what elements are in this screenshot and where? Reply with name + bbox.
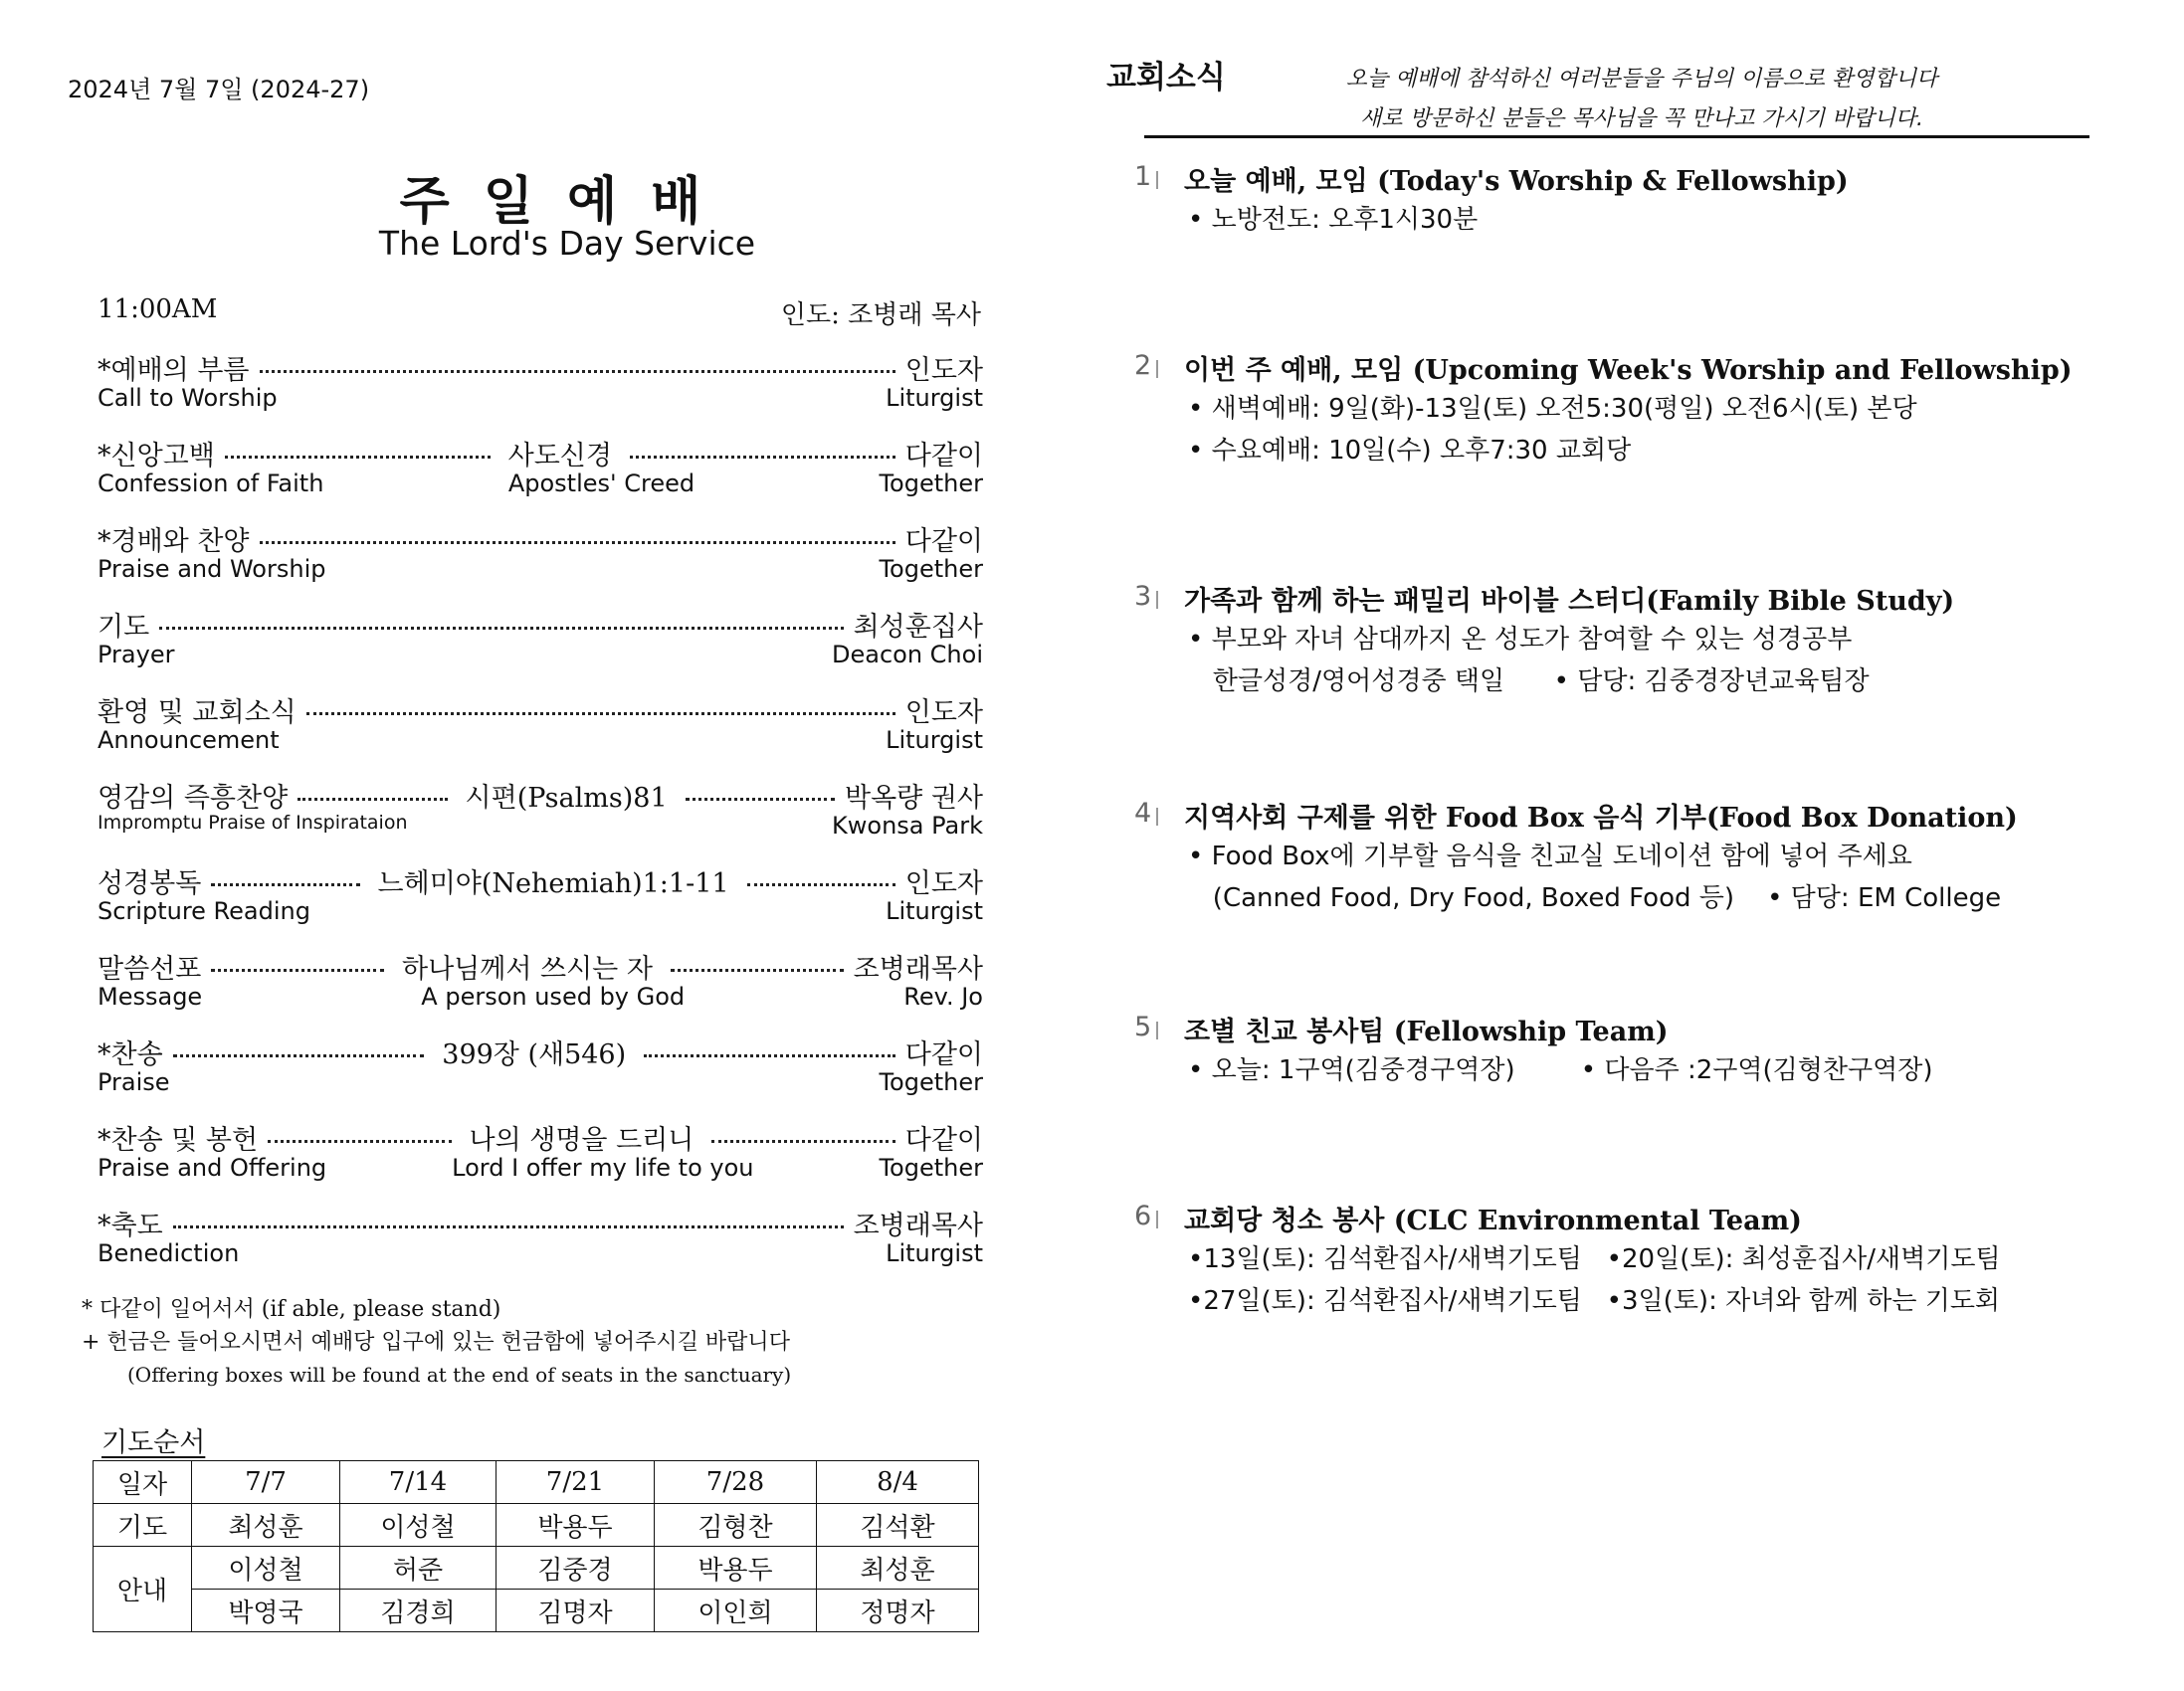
stand-note: * 다같이 일어서서 (if able, please stand) bbox=[82, 1297, 501, 1322]
worship-item-english bbox=[98, 812, 983, 842]
item-leader-english: Liturgist bbox=[886, 1239, 983, 1267]
worship-item-english bbox=[98, 1068, 983, 1098]
worship-item-english bbox=[98, 555, 983, 585]
worship-item bbox=[98, 1033, 983, 1118]
news-title: 이번 주 예배, 모임 (Upcoming Week's Worship and Fellowship) bbox=[1184, 355, 2073, 386]
news-number: 1 bbox=[1134, 161, 1152, 192]
item-name-korean: *축도 bbox=[98, 1211, 163, 1241]
news-line: • 노방전도: 오후1시30분 bbox=[1188, 205, 1479, 235]
service-leader: 인도: 조병래 목사 bbox=[780, 300, 981, 330]
item-name-english: Praise and Worship bbox=[98, 555, 326, 583]
item-name-korean: 말씀선포 bbox=[98, 954, 202, 985]
news-line: • 새벽예배: 9일(화)-13일(토) 오전5:30(평일) 오전6시(토) 본당 bbox=[1188, 394, 1917, 424]
news-title: 조별 친교 봉사팀 (Fellowship Team) bbox=[1184, 1017, 1669, 1047]
item-name-korean: *예배의 부름 bbox=[98, 355, 250, 386]
table-usher-cell: 김명자 bbox=[496, 1590, 655, 1632]
table-usher-cell: 김중경 bbox=[496, 1547, 655, 1590]
item-leader-english: Liturgist bbox=[886, 897, 983, 925]
item-detail-korean: 나의 생명을 드리니 bbox=[469, 1125, 695, 1156]
table-usher-cell: 김경희 bbox=[340, 1590, 496, 1632]
service-title-korean: 주일예배 bbox=[399, 171, 735, 232]
item-name-korean: *찬송 및 봉헌 bbox=[98, 1125, 259, 1156]
service-time: 11:00AM bbox=[98, 294, 218, 324]
worship-item bbox=[98, 690, 983, 776]
dot-leader bbox=[260, 541, 895, 544]
table-usher-cell: 최성훈 bbox=[817, 1547, 979, 1590]
worship-item-english bbox=[98, 470, 983, 499]
item-leader-korean: 최성훈집사 bbox=[853, 612, 983, 643]
item-leader-korean: 박옥량 권사 bbox=[845, 783, 984, 814]
dot-leader bbox=[173, 1225, 844, 1228]
item-name-korean: 기도 bbox=[98, 612, 150, 643]
dot-leader bbox=[671, 969, 844, 972]
dot-leader bbox=[260, 370, 895, 373]
table-usher-cell: 허준 bbox=[340, 1547, 496, 1590]
worship-item-english bbox=[98, 983, 983, 1013]
item-leader-english: Together bbox=[879, 470, 983, 497]
item-leader-english: Rev. Jo bbox=[903, 983, 983, 1011]
welcome-message bbox=[1293, 60, 1990, 139]
service-title-english: The Lord's Day Service bbox=[378, 224, 756, 263]
dot-leader bbox=[211, 969, 384, 972]
item-detail-korean: 399장 (새546) bbox=[442, 1039, 627, 1070]
item-name-english: Message bbox=[98, 983, 203, 1011]
item-name-english: Praise and Offering bbox=[98, 1154, 327, 1182]
worship-item bbox=[98, 434, 983, 519]
dot-leader bbox=[630, 456, 895, 459]
worship-item-korean bbox=[98, 690, 983, 726]
table-prayer-cell: 김석환 bbox=[817, 1504, 979, 1547]
news-line: • 오늘: 1구역(김중경구역장) • 다음주 :2구역(김형찬구역장) bbox=[1188, 1055, 1933, 1085]
news-number: 4 bbox=[1134, 798, 1152, 829]
table-date-cell: 7/21 bbox=[496, 1461, 655, 1504]
worship-item-korean bbox=[98, 1033, 983, 1068]
worship-item-korean bbox=[98, 1118, 983, 1154]
worship-item bbox=[98, 1204, 983, 1289]
news-number: 2 bbox=[1134, 350, 1152, 381]
order-of-worship bbox=[98, 348, 983, 1289]
worship-item-english bbox=[98, 1154, 983, 1184]
item-name-korean: *경배와 찬양 bbox=[98, 526, 250, 557]
item-detail-english: A person used by God bbox=[421, 983, 686, 1011]
table-usher-cell: 이성철 bbox=[192, 1547, 340, 1590]
item-leader-korean: 조병래목사 bbox=[853, 954, 983, 985]
dot-leader bbox=[173, 1054, 425, 1057]
table-date-cell: 7/7 bbox=[192, 1461, 340, 1504]
table-row bbox=[94, 1547, 979, 1590]
worship-item bbox=[98, 348, 983, 434]
item-leader-english: Deacon Choi bbox=[832, 641, 983, 668]
table-usher-cell: 정명자 bbox=[817, 1590, 979, 1632]
prayer-schedule-title: 기도순서 bbox=[101, 1427, 206, 1458]
item-name-english: Benediction bbox=[98, 1239, 240, 1267]
table-header-date: 일자 bbox=[94, 1461, 192, 1504]
table-prayer-cell: 박용두 bbox=[496, 1504, 655, 1547]
item-name-english: Call to Worship bbox=[98, 384, 278, 412]
table-date-cell: 7/14 bbox=[340, 1461, 496, 1504]
worship-item-english bbox=[98, 897, 983, 927]
news-number: 6 bbox=[1134, 1201, 1152, 1231]
item-name-korean: 성경봉독 bbox=[98, 868, 202, 899]
table-usher-cell: 박용두 bbox=[655, 1547, 817, 1590]
prayer-schedule-table bbox=[93, 1460, 979, 1632]
table-prayer-cell: 최성훈 bbox=[192, 1504, 340, 1547]
news-title: 오늘 예배, 모임 (Today's Worship & Fellowship) bbox=[1184, 166, 1849, 197]
news-title: 가족과 함께 하는 패밀리 바이블 스터디(Family Bible Study) bbox=[1184, 586, 1955, 617]
worship-item bbox=[98, 605, 983, 690]
table-row bbox=[94, 1590, 979, 1632]
worship-item-korean bbox=[98, 947, 983, 983]
worship-item-korean bbox=[98, 605, 983, 641]
table-prayer-cell: 김형찬 bbox=[655, 1504, 817, 1547]
news-line: 한글성경/영어성경중 택일 • 담당: 김중경장년교육팀장 bbox=[1188, 666, 1870, 696]
item-name-korean: *찬송 bbox=[98, 1039, 163, 1070]
news-line: (Canned Food, Dry Food, Boxed Food 등) • 담당: EM College bbox=[1188, 883, 2002, 913]
item-detail-korean: 느헤미야(Nehemiah)1:1-11 bbox=[377, 868, 729, 899]
worship-item bbox=[98, 947, 983, 1033]
worship-item-korean bbox=[98, 434, 983, 470]
item-name-english: Announcement bbox=[98, 726, 280, 754]
dot-leader bbox=[268, 1140, 451, 1143]
church-news-heading: 교회소식 bbox=[1106, 60, 1226, 95]
item-name-korean: 영감의 즉흥찬양 bbox=[98, 783, 289, 814]
item-leader-korean: 인도자 bbox=[904, 355, 983, 386]
worship-item bbox=[98, 861, 983, 947]
item-detail-korean: 사도신경 bbox=[507, 441, 612, 471]
welcome-line-2: 새로 방문하신 분들은 목사님을 꼭 만나고 가시기 바랍니다. bbox=[1360, 106, 1923, 131]
item-name-english: Prayer bbox=[98, 641, 175, 668]
item-name-english: Praise bbox=[98, 1068, 170, 1096]
item-leader-english: Together bbox=[879, 1068, 983, 1096]
table-date-cell: 7/28 bbox=[655, 1461, 817, 1504]
worship-item bbox=[98, 519, 983, 605]
item-leader-korean: 다같이 bbox=[904, 1125, 983, 1156]
news-line: •13일(토): 김석환집사/새벽기도팀 •20일(토): 최성훈집사/새벽기도팀 bbox=[1188, 1244, 2001, 1274]
table-usher-cell: 박영국 bbox=[192, 1590, 340, 1632]
worship-item-korean bbox=[98, 1204, 983, 1239]
item-leader-korean: 조병래목사 bbox=[853, 1211, 983, 1241]
worship-item-english bbox=[98, 384, 983, 414]
worship-item bbox=[98, 1118, 983, 1204]
dot-leader bbox=[159, 627, 843, 630]
worship-item-korean bbox=[98, 861, 983, 897]
worship-item-english bbox=[98, 1239, 983, 1269]
table-header-usher: 안내 bbox=[94, 1547, 192, 1632]
news-line: • 수요예배: 10일(수) 오후7:30 교회당 bbox=[1188, 436, 1632, 466]
worship-notes bbox=[82, 1293, 791, 1392]
item-detail-english: Lord I offer my life to you bbox=[452, 1154, 754, 1182]
item-leader-english: Together bbox=[879, 555, 983, 583]
news-title: 교회당 청소 봉사 (CLC Environmental Team) bbox=[1184, 1206, 1802, 1236]
item-leader-english: Liturgist bbox=[886, 384, 983, 412]
dot-leader bbox=[644, 1054, 895, 1057]
news-line: •27일(토): 김석환집사/새벽기도팀 •3일(토): 자녀와 함께 하는 기도회 bbox=[1188, 1286, 2001, 1316]
heading-divider bbox=[1144, 135, 2089, 138]
worship-item bbox=[98, 776, 983, 861]
item-detail-english: Apostles' Creed bbox=[507, 470, 695, 497]
offering-note: + 헌금은 들어오시면서 예배당 입구에 있는 헌금함에 넣어주시길 바랍니다 bbox=[82, 1330, 790, 1355]
item-leader-english: Kwonsa Park bbox=[832, 812, 983, 840]
item-name-english: Impromptu Praise of Inspirataion bbox=[98, 812, 408, 834]
table-header-prayer: 기도 bbox=[94, 1504, 192, 1547]
worship-item-english bbox=[98, 726, 983, 756]
item-name-english: Confession of Faith bbox=[98, 470, 324, 497]
news-number: 3 bbox=[1134, 581, 1152, 612]
item-leader-korean: 인도자 bbox=[904, 868, 984, 899]
item-name-english: Scripture Reading bbox=[98, 897, 310, 925]
dot-leader bbox=[211, 883, 359, 886]
worship-item-english bbox=[98, 641, 983, 670]
item-detail-korean: 하나님께서 쓰시는 자 bbox=[402, 954, 653, 985]
table-date-cell: 8/4 bbox=[817, 1461, 979, 1504]
item-leader-korean: 인도자 bbox=[904, 697, 983, 728]
dot-leader bbox=[225, 456, 491, 459]
item-leader-korean: 다같이 bbox=[904, 1039, 983, 1070]
item-leader-english: Together bbox=[879, 1154, 983, 1182]
dot-leader bbox=[711, 1140, 894, 1143]
news-number: 5 bbox=[1134, 1012, 1152, 1042]
item-leader-korean: 다같이 bbox=[904, 441, 983, 471]
table-row bbox=[94, 1504, 979, 1547]
item-detail-korean: 시편(Psalms)81 bbox=[465, 783, 668, 814]
worship-item-korean bbox=[98, 348, 983, 384]
dot-leader bbox=[306, 712, 895, 715]
table-usher-cell: 이인희 bbox=[655, 1590, 817, 1632]
news-line: • Food Box에 기부할 음식을 친교실 도네이션 함에 넣어 주세요 bbox=[1188, 842, 1912, 871]
news-title: 지역사회 구제를 위한 Food Box 음식 기부(Food Box Donation) bbox=[1184, 803, 2018, 834]
table-row bbox=[94, 1461, 979, 1504]
item-leader-korean: 다같이 bbox=[904, 526, 983, 557]
welcome-line-1: 오늘 예배에 참석하신 여러분들을 주님의 이름으로 환영합니다 bbox=[1345, 67, 1938, 92]
bulletin-date: 2024년 7월 7일 (2024-27) bbox=[68, 76, 370, 103]
item-name-korean: 환영 및 교회소식 bbox=[98, 697, 297, 728]
news-line: • 부모와 자녀 삼대까지 온 성도가 참여할 수 있는 성경공부 bbox=[1188, 625, 1853, 655]
item-name-korean: *신앙고백 bbox=[98, 441, 215, 471]
dot-leader bbox=[686, 798, 835, 801]
dot-leader bbox=[298, 798, 447, 801]
dot-leader bbox=[747, 883, 895, 886]
offering-note-english: (Offering boxes will be found at the end of seats in the sanctuary) bbox=[127, 1363, 792, 1387]
table-prayer-cell: 이성철 bbox=[340, 1504, 496, 1547]
item-leader-english: Liturgist bbox=[886, 726, 983, 754]
worship-item-korean bbox=[98, 519, 983, 555]
worship-item-korean bbox=[98, 776, 983, 812]
